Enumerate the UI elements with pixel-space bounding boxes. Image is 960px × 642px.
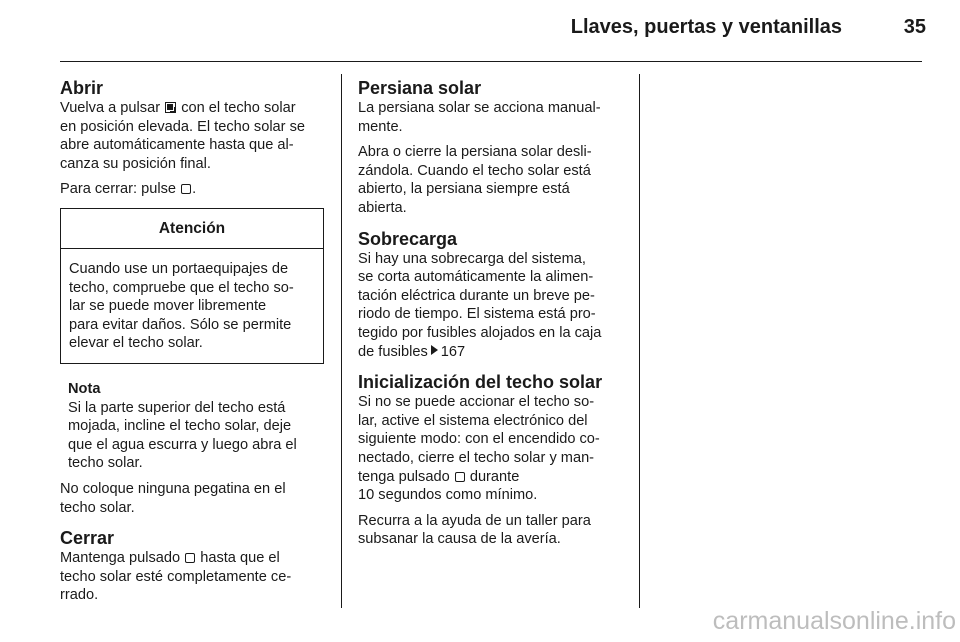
paragraph-line: Si la parte superior del techo está (68, 399, 286, 416)
paragraph-line: 10 segundos como mínimo. (358, 487, 538, 504)
middle-column (358, 78, 624, 549)
column-divider-right (639, 74, 640, 608)
note-block (60, 380, 326, 473)
paragraph-line: tegido por fusibles alojados en la caja (358, 324, 602, 341)
paragraph-line: mojada, incline el techo solar, deje (68, 418, 292, 435)
paragraph-line: rrado. (60, 587, 99, 604)
paragraph-line: nectado, cierre el techo solar y man- (358, 449, 595, 466)
paragraph-line (358, 468, 624, 487)
section-heading-abrir: Abrir (60, 78, 104, 98)
sunroof-button-icon (185, 553, 195, 563)
paragraph-line: No coloque ninguna pegatina en el (60, 480, 286, 497)
paragraph-line: techo, compruebe que el techo so- (69, 279, 294, 296)
paragraph-line: subsanar la causa de la avería. (358, 531, 561, 548)
page-number: 35 (903, 16, 926, 38)
text: de fusibles (358, 343, 428, 360)
paragraph-line: techo solar esté completamente ce- (60, 568, 292, 585)
paragraph-line: techo solar. (60, 499, 135, 516)
section-sobrecarga (358, 229, 624, 362)
text: durante (469, 468, 520, 485)
text: con el techo solar (181, 100, 296, 116)
paragraph-line: elevar el techo solar. (69, 335, 203, 352)
sunroof-tilt-icon (165, 102, 176, 113)
paragraph-line: Abra o cierre la persiana solar desli- (358, 144, 592, 161)
paragraph-line: abierta. (358, 199, 407, 216)
watermark: carmanualsonline.info (712, 607, 956, 635)
paragraph-line: zándola. Cuando el techo solar está (358, 162, 591, 179)
paragraph-line: abierto, la persiana siempre está (358, 181, 570, 198)
paragraph-line: para evitar daños. Sólo se permite (69, 316, 292, 333)
paragraph-line: canza su posición final. (60, 155, 211, 172)
note-title: Nota (68, 380, 101, 397)
paragraph-line: lar, active el sistema electrónico del (358, 412, 588, 429)
paragraph-line: Si no se puede accionar el techo so- (358, 394, 595, 411)
section-heading-persiana: Persiana solar (358, 78, 482, 98)
text: Vuelva a pulsar (60, 100, 161, 116)
paragraph-pegatina (60, 480, 326, 517)
header-rule (60, 61, 922, 62)
sunroof-button-icon (455, 472, 465, 482)
left-column (60, 78, 326, 605)
section-heading-cerrar: Cerrar (60, 528, 115, 549)
paragraph-line: La persiana solar se acciona manual- (358, 100, 601, 116)
page-title: Llaves, puertas y ventanillas (570, 16, 842, 38)
paragraph-line (60, 180, 326, 199)
paragraph-line: lar se puede mover libremente (69, 298, 267, 315)
text: Para cerrar: pulse (60, 181, 176, 198)
paragraph-line: que el agua escurra y luego abra el (68, 436, 297, 453)
paragraph-line: abre automáticamente hasta que al- (60, 137, 294, 154)
page-reference[interactable]: 167 (440, 343, 466, 360)
paragraph-line: Si hay una sobrecarga del sistema, (358, 250, 586, 267)
attention-body (61, 249, 323, 363)
paragraph-line (60, 99, 326, 118)
text: . (192, 181, 197, 198)
paragraph-line: techo solar. (68, 455, 143, 472)
column-divider-left (341, 74, 342, 608)
paragraph-line (358, 343, 624, 362)
paragraph-line: riodo de tiempo. El sistema está pro- (358, 306, 596, 323)
page-reference-arrow-icon (431, 345, 438, 355)
paragraph-line (60, 549, 326, 568)
paragraph-line: en posición elevada. El techo solar se (60, 118, 306, 135)
section-abrir (60, 78, 326, 199)
attention-box (60, 208, 324, 364)
section-heading-inicializacion: Inicialización del techo solar (358, 372, 603, 393)
text: hasta que el (200, 550, 280, 567)
text: Mantenga pulsado (60, 550, 181, 567)
text: tenga pulsado (358, 468, 450, 485)
sunroof-button-icon (181, 184, 191, 194)
paragraph-line: Cuando use un portaequipajes de (69, 260, 289, 277)
paragraph-line: mente. (358, 118, 403, 135)
section-persiana (358, 78, 624, 218)
paragraph-line: Recurra a la ayuda de un taller para (358, 512, 591, 529)
paragraph-line: siguiente modo: con el encendido co- (358, 431, 600, 448)
paragraph-line: tación eléctrica durante un breve pe- (358, 287, 595, 304)
section-cerrar (60, 528, 326, 605)
attention-title: Atención (61, 209, 323, 249)
paragraph-line: se corta automáticamente la alimen- (358, 269, 594, 286)
section-inicializacion (358, 372, 624, 549)
section-heading-sobrecarga: Sobrecarga (358, 228, 458, 249)
